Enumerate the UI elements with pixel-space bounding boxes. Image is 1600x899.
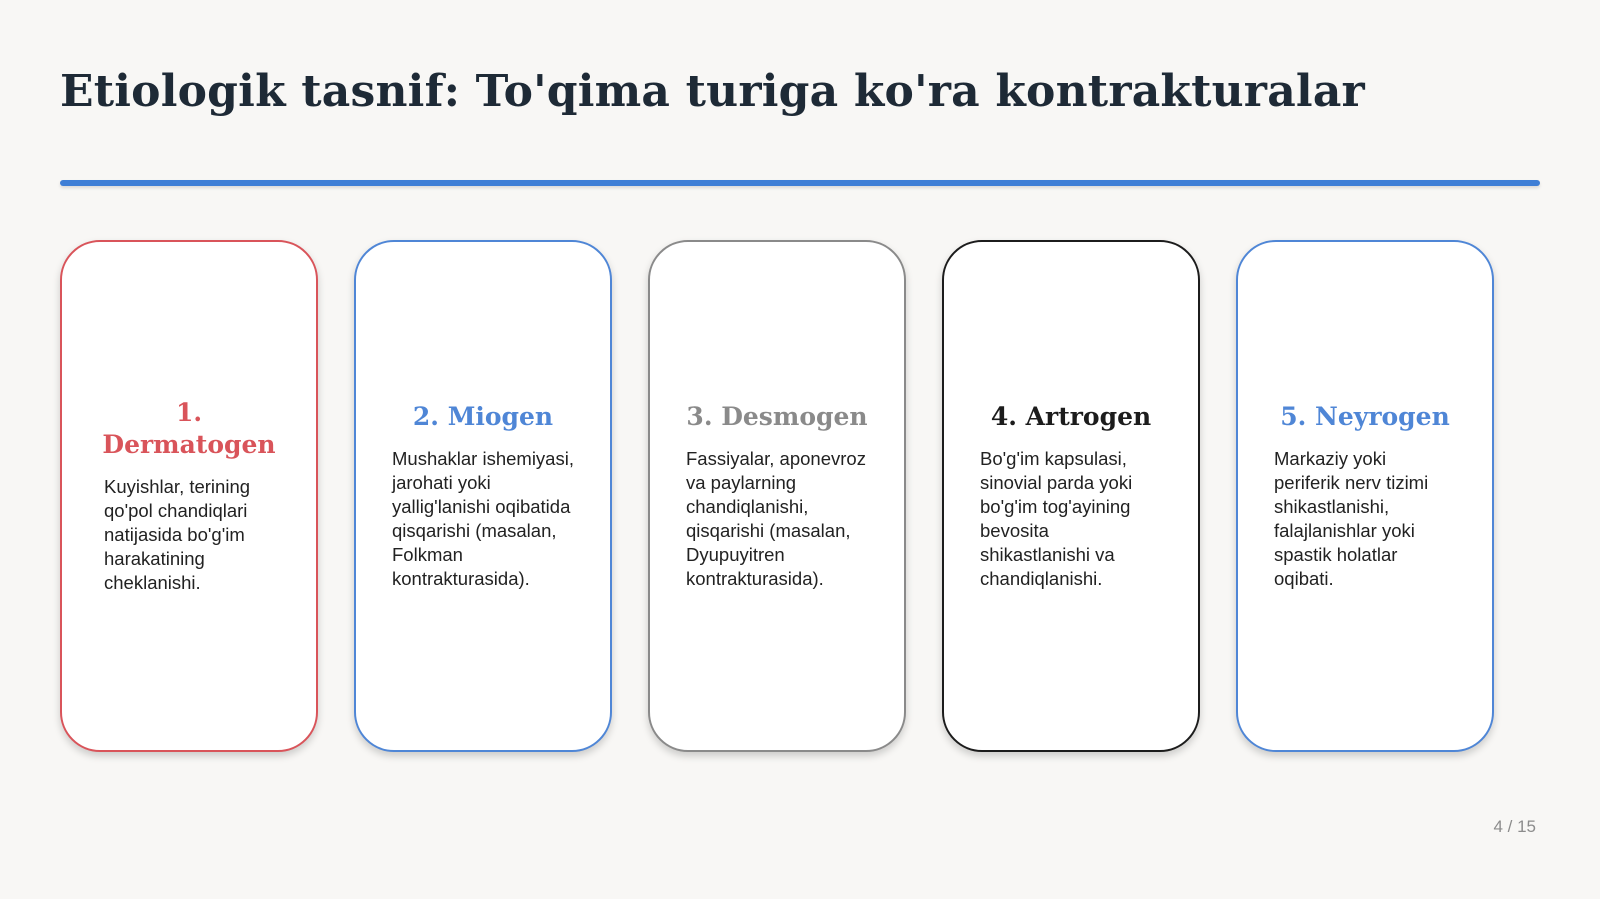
title-divider [60, 180, 1540, 186]
card-title: 1. Dermatogen [102, 398, 276, 459]
card-description: Markaziy yoki periferik nerv tizimi shikastlanishi, falajlanishlar yoki spastik holatlar oqibati. [1274, 448, 1429, 589]
card-description: Bo'g'im kapsulasi, sinovial parda yoki bo'g'im tog'ayining bevosita shikastlanishi va chandiqlanishi. [980, 448, 1133, 589]
card-neyrogen [1236, 240, 1494, 752]
page-number: 4 / 15 [1493, 817, 1536, 836]
card-title: 5. Neyrogen [1280, 402, 1450, 431]
card-dermatogen [60, 240, 318, 752]
card-desmogen [648, 240, 906, 752]
card-miogen [354, 240, 612, 752]
card-title: 2. Miogen [412, 402, 554, 431]
card-description: Mushaklar ishemiyasi, jarohati yoki yallig'lanishi oqibatida qisqarishi (masalan, Folkman kontrakturasida). [392, 448, 574, 589]
card-title: 4. Artrogen [990, 402, 1152, 431]
card-artrogen [942, 240, 1200, 752]
card-title: 3. Desmogen [686, 402, 868, 431]
contracture-types-cards [60, 240, 1540, 756]
slide-title: Etiologik tasnif: To'qima turiga ko'ra kontrakturalar [60, 66, 1365, 117]
card-description: Fassiyalar, aponevroz va paylarning chandiqlanishi, qisqarishi (masalan, Dyupuyitren kontrakturasida). [686, 448, 866, 589]
card-description: Kuyishlar, terining qo'pol chandiqlari natijasida bo'g'im harakatining cheklanishi. [104, 476, 251, 593]
